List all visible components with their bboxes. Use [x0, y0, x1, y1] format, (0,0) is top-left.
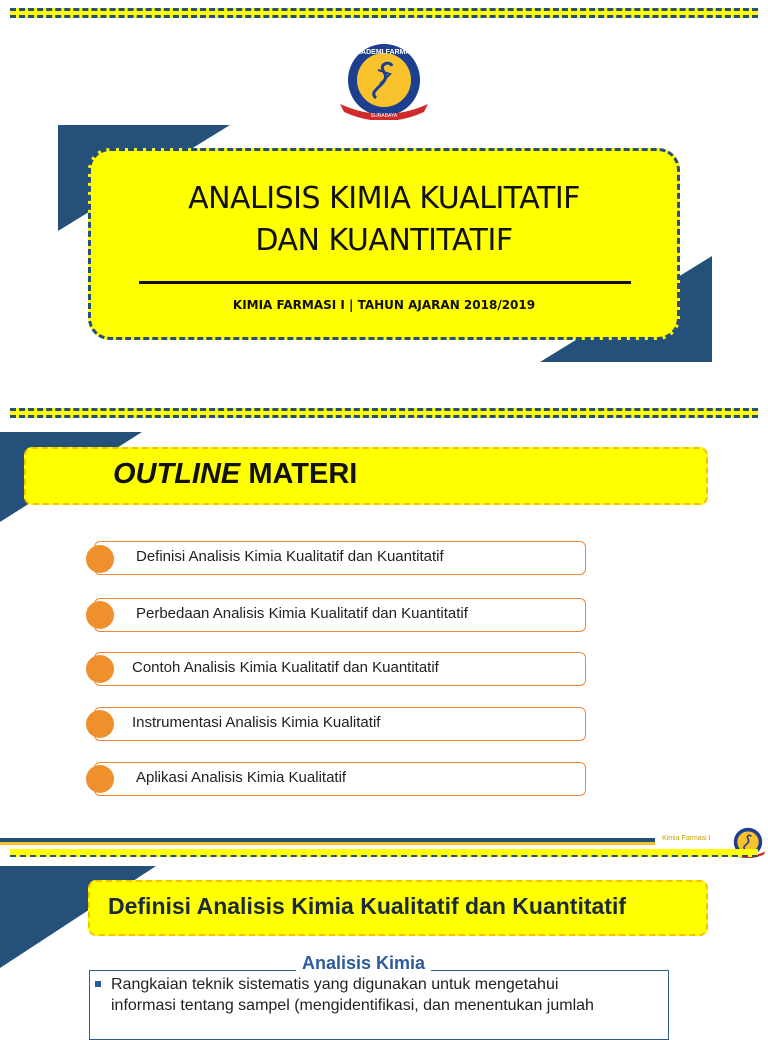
outline-title-italic: OUTLINE — [113, 458, 241, 490]
slide3-top-strip — [10, 849, 758, 857]
footer-course-label: Kimia Farmasi I — [662, 835, 711, 842]
logo-ribbon-text: SURABAYA — [370, 113, 398, 119]
definition-body — [111, 974, 651, 1016]
outline-item-label: Perbedaan Analisis Kimia Kualitatif dan Kuantitatif — [136, 605, 468, 622]
logo-arc-text: AKADEMI FARMASI — [350, 49, 418, 56]
body-line-1: Rangkaian teknik sistematis yang digunakan untuk mengetahui — [111, 976, 559, 993]
presentation-title — [100, 178, 668, 262]
outline-item-label: Aplikasi Analisis Kimia Kualitatif — [136, 769, 347, 786]
title-line-1: ANALISIS KIMIA KUALITATIF — [188, 181, 580, 216]
orange-bullet-icon — [86, 545, 114, 573]
orange-bullet-icon — [86, 655, 114, 683]
outline-item-label: Contoh Analisis Kimia Kualitatif dan Kuantitatif — [132, 659, 439, 676]
akademi-farmasi-logo — [336, 40, 432, 120]
square-bullet-icon — [95, 981, 101, 987]
outline-item-label: Definisi Analisis Kimia Kualitatif dan Kuantitatif — [136, 548, 444, 565]
outline-title-rest: MATERI — [240, 458, 358, 490]
top-dashed-strip — [10, 8, 758, 18]
orange-bullet-icon — [86, 765, 114, 793]
body-line-2: informasi tentang sampel (mengidentifikasi, dan menentukan jumlah — [111, 997, 594, 1014]
title-divider — [139, 281, 631, 284]
orange-bullet-icon — [86, 710, 114, 738]
footer-yellow-line — [0, 842, 655, 845]
outline-title — [113, 458, 357, 491]
outline-item-label: Instrumentasi Analisis Kimia Kualitatif — [132, 714, 381, 731]
course-subtitle: KIMIA FARMASI I | TAHUN AJARAN 2018/2019 — [232, 298, 536, 312]
slide-separator-strip — [10, 408, 758, 418]
definition-title: Definisi Analisis Kimia Kualitatif dan Kuantitatif — [108, 893, 626, 919]
section-heading: Analisis Kimia — [296, 953, 431, 974]
orange-bullet-icon — [86, 601, 114, 629]
title-line-2: DAN KUANTITATIF — [255, 223, 513, 258]
